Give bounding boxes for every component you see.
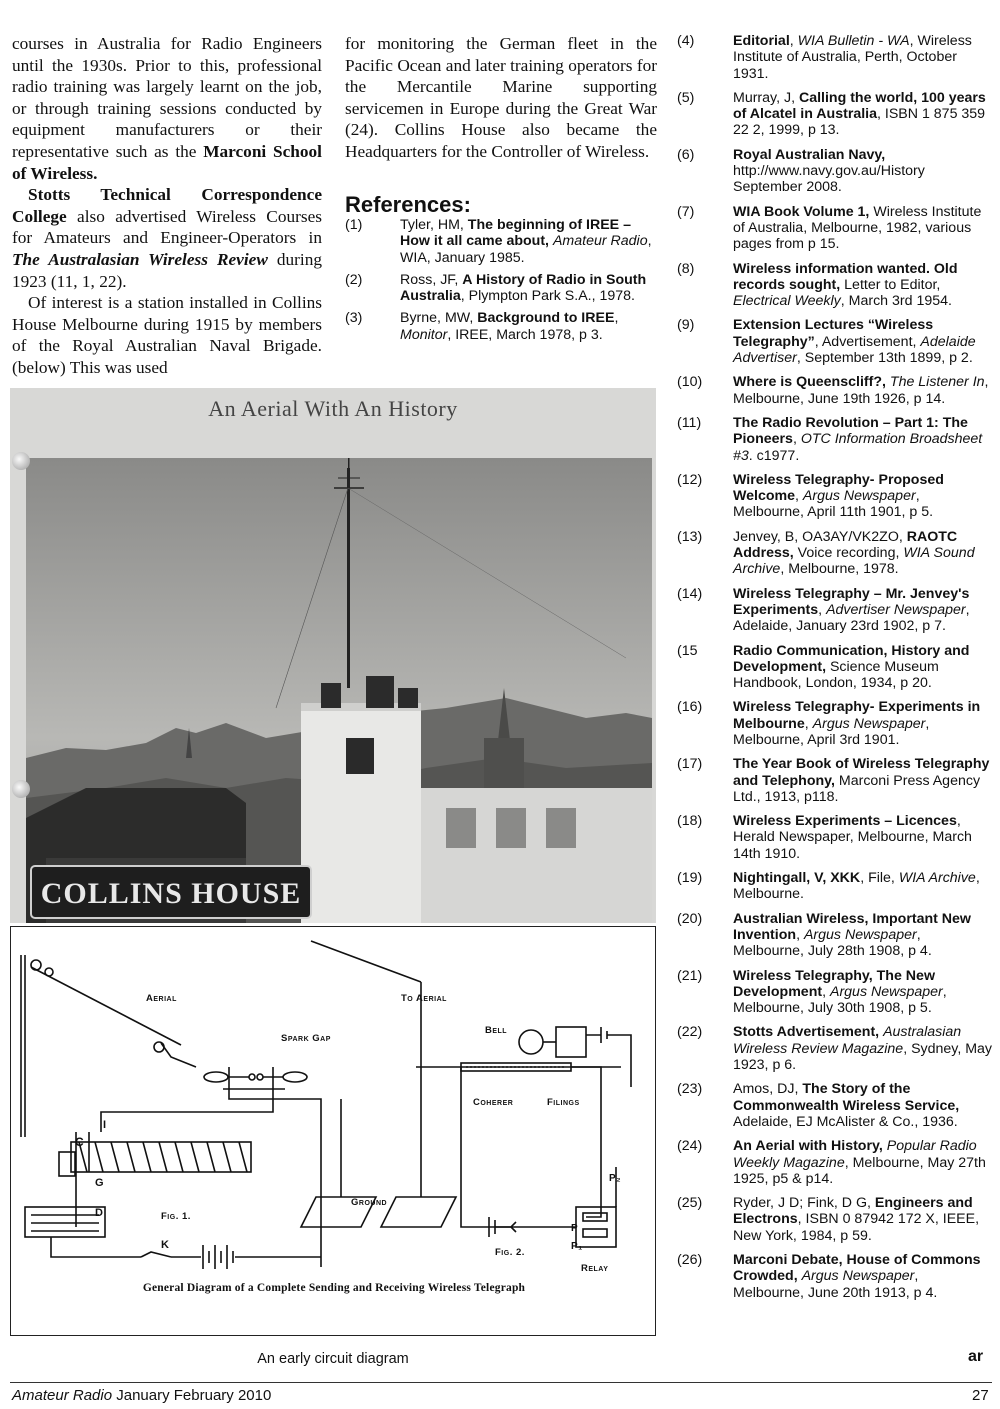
reference-number: (2) xyxy=(345,271,363,288)
ar-end-mark: ar xyxy=(968,1348,984,1365)
label-spark-gap: Spark Gap xyxy=(281,1033,331,1044)
reference-number: (24) xyxy=(677,1138,703,1155)
collins-house-photo xyxy=(10,388,656,923)
label-aerial: Aerial xyxy=(146,993,177,1004)
body-column-1 xyxy=(12,33,322,379)
label-p2: P₂ xyxy=(609,1173,622,1184)
label-p1: P₁ xyxy=(571,1241,583,1252)
reference-item: (23) Amos, DJ, The Story of the Commonwealth Wireless Service, Adelaide, EJ McAlister & Co., 1936. xyxy=(677,1081,960,1130)
reference-item: (12) Wireless Telegraphy- Proposed Welcome, Argus Newspaper, Melbourne, April 11th 1901, p 5. xyxy=(677,471,944,521)
page-number: 27 xyxy=(972,1387,989,1404)
label-c: C xyxy=(75,1135,85,1149)
label-fig1: Fig. 1. xyxy=(161,1211,191,1222)
footer-divider xyxy=(10,1382,992,1383)
reference-item: (3) Byrne, MW, Background to IREE, Monitor, IREE, March 1978, p 3. xyxy=(345,310,619,343)
label-i: I xyxy=(103,1119,107,1131)
reference-list-right xyxy=(677,33,993,1301)
reference-item: (9) Extension Lectures “Wireless Telegraphy”, Advertisement, Adelaide Advertiser, September 13th 1899, p 2. xyxy=(677,317,976,367)
figure-caption: An early circuit diagram xyxy=(257,1351,409,1367)
reference-number: (4) xyxy=(677,33,695,49)
reference-number: (6) xyxy=(677,146,695,163)
reference-item: (5) Murray, J, Calling the world, 100 years of Alcatel in Australia, ISBN 1 875 359 22 2, 1999, p 13. xyxy=(677,89,986,139)
label-bell: Bell xyxy=(485,1025,508,1036)
label-g: G xyxy=(95,1177,105,1189)
reference-number: (9) xyxy=(677,317,695,334)
reference-item: (24) An Aerial with History, Popular Radio Weekly Magazine, Melbourne, May 27th 1925, p5 & p14. xyxy=(677,1138,986,1187)
reference-number: (22) xyxy=(677,1024,703,1041)
circuit-diagram xyxy=(10,926,656,1336)
reference-number: (20) xyxy=(677,910,703,927)
label-relay: Relay xyxy=(581,1263,609,1274)
reference-number: (17) xyxy=(677,756,703,773)
footer-publication: Amateur Radio January February 2010 xyxy=(12,1387,272,1404)
reference-number: (8) xyxy=(677,260,695,277)
reference-item: (10) Where is Queenscliff?, The Listener In, Melbourne, June 19th 1926, p 14. xyxy=(677,374,989,407)
label-d: D xyxy=(95,1207,104,1219)
reference-number: (13) xyxy=(677,528,703,545)
reference-item: (26) Marconi Debate, House of Commons Crowded, Argus Newspaper, Melbourne, June 20th 1913, p 4. xyxy=(677,1252,981,1301)
label-to-aerial: To Aerial xyxy=(401,993,447,1004)
reference-number: (25) xyxy=(677,1195,703,1212)
paragraph-2: Stotts Technical Correspondence College also advertised Wireless Courses for Amateurs and Engineer-Operators in The Australasian Wireless Review during 1923 (11, 1, 22). xyxy=(12,185,322,291)
label-coherer: Coherer xyxy=(473,1097,514,1108)
label-fig2: Fig. 2. xyxy=(495,1247,525,1258)
pin-icon xyxy=(12,780,30,798)
photo-title: An Aerial With An History xyxy=(208,396,458,421)
reference-item: (8) Wireless information wanted. Old records sought, Letter to Editor, Electrical Weekly, March 3rd 1954. xyxy=(677,260,958,310)
paragraph-4: for monitoring the German fleet in the Pacific Ocean and later training operators for the Mercantile Marine supporting servicemen in Europe during the Great War (24). Collins House also became the Headquarters for the Controller of Wireless. xyxy=(345,34,657,161)
references-heading: References: xyxy=(345,192,471,217)
reference-item: (22) Stotts Advertisement, Australasian Wireless Review Magazine, Sydney, May 1923, p 6. xyxy=(677,1024,993,1074)
reference-number: (1) xyxy=(345,217,363,233)
reference-number: (23) xyxy=(677,1081,703,1098)
collins-house-sign: COLLINS HOUSE xyxy=(40,877,302,910)
reference-number: (19) xyxy=(677,870,703,887)
reference-item: (17) The Year Book of Wireless Telegraphy and Telephony, Marconi Press Agency Ltd., 1913, p118. xyxy=(677,756,990,805)
reference-item: (14) Wireless Telegraphy – Mr. Jenvey's Experiments, Advertiser Newspaper, Adelaide, January 23rd 1902, p 7. xyxy=(677,585,970,635)
reference-number: (7) xyxy=(677,203,695,220)
reference-item: (4) Editorial, WIA Bulletin - WA, Wireless Institute of Australia, Perth, October 1931. xyxy=(677,33,972,82)
reference-item: (7) WIA Book Volume 1, Wireless Institute of Australia, Melbourne, 1982, various pages from p 15. xyxy=(677,203,982,253)
reference-number: (21) xyxy=(677,967,703,984)
body-column-2 xyxy=(345,33,657,163)
reference-item: (25) Ryder, J D; Fink, D G, Engineers and Electrons, ISBN 0 87942 172 X, IEEE, New York, 1984, p 59. xyxy=(677,1195,980,1244)
reference-item: (19) Nightingall, V, XKK, File, WIA Archive, Melbourne. xyxy=(677,870,980,903)
reference-item: (1) Tyler, HM, The beginning of IREE – How it all came about, Amateur Radio, WIA, January 1985. xyxy=(345,217,652,266)
reference-number: (5) xyxy=(677,89,695,106)
reference-item: (20) Australian Wireless, Important New Invention, Argus Newspaper, Melbourne, July 28th 1908, p 4. xyxy=(677,910,971,960)
reference-item: (11) The Radio Revolution – Part 1: The Pioneers, OTC Information Broadsheet #3. c1977. xyxy=(677,414,983,464)
pin-icon xyxy=(12,452,30,470)
reference-item: (21) Wireless Telegraphy, The New Development, Argus Newspaper, Melbourne, July 30th 1908, p 5. xyxy=(677,967,947,1017)
paragraph-3: Of interest is a station installed in Collins House Melbourne during 1915 by members of the Royal Australian Naval Brigade. (below) This was used xyxy=(12,293,322,377)
reference-number: (3) xyxy=(345,310,363,327)
diagram-title: General Diagram of a Complete Sending and Receiving Wireless Telegraph xyxy=(142,1282,526,1294)
reference-number: (12) xyxy=(677,471,703,488)
label-filings: Filings xyxy=(547,1097,580,1108)
reference-number: (15 xyxy=(677,642,698,659)
label-p: P xyxy=(571,1223,579,1234)
reference-item: (18) Wireless Experiments – Licences, Herald Newspaper, Melbourne, March 14th 1910. xyxy=(677,813,972,862)
reference-number: (16) xyxy=(677,699,703,716)
reference-number: (14) xyxy=(677,585,703,602)
reference-item: (16) Wireless Telegraphy- Experiments in Melbourne, Argus Newspaper, Melbourne, April 3rd 1901. xyxy=(677,699,981,748)
reference-item: (6) Royal Australian Navy, http://www.navy.gov.au/History September 2008. xyxy=(677,146,925,196)
reference-list-middle xyxy=(345,217,657,349)
reference-item: (2) Ross, JF, A History of Radio in South Australia, Plympton Park S.A., 1978. xyxy=(345,271,647,305)
label-ground: Ground xyxy=(351,1197,388,1208)
label-k: K xyxy=(161,1239,170,1251)
photo-image xyxy=(26,458,652,923)
reference-number: (18) xyxy=(677,813,703,830)
reference-item: (13) Jenvey, B, OA3AY/VK2ZO, RAOTC Address, Voice recording, WIA Sound Archive, Melbourne, 1978. xyxy=(677,528,975,578)
reference-number: (10) xyxy=(677,374,703,391)
reference-item: (15 Radio Communication, History and Development, Science Museum Handbook, London, 1934, p 20. xyxy=(677,642,970,692)
reference-number: (11) xyxy=(677,414,702,431)
paragraph-1: courses in Australia for Radio Engineers until the 1930s. Prior to this, professional radio training was largely learnt on the job, or through training sessions conducted by equipment manufacturers or their representative such as the Marconi School of Wireless. xyxy=(12,34,322,183)
reference-number: (26) xyxy=(677,1252,703,1268)
